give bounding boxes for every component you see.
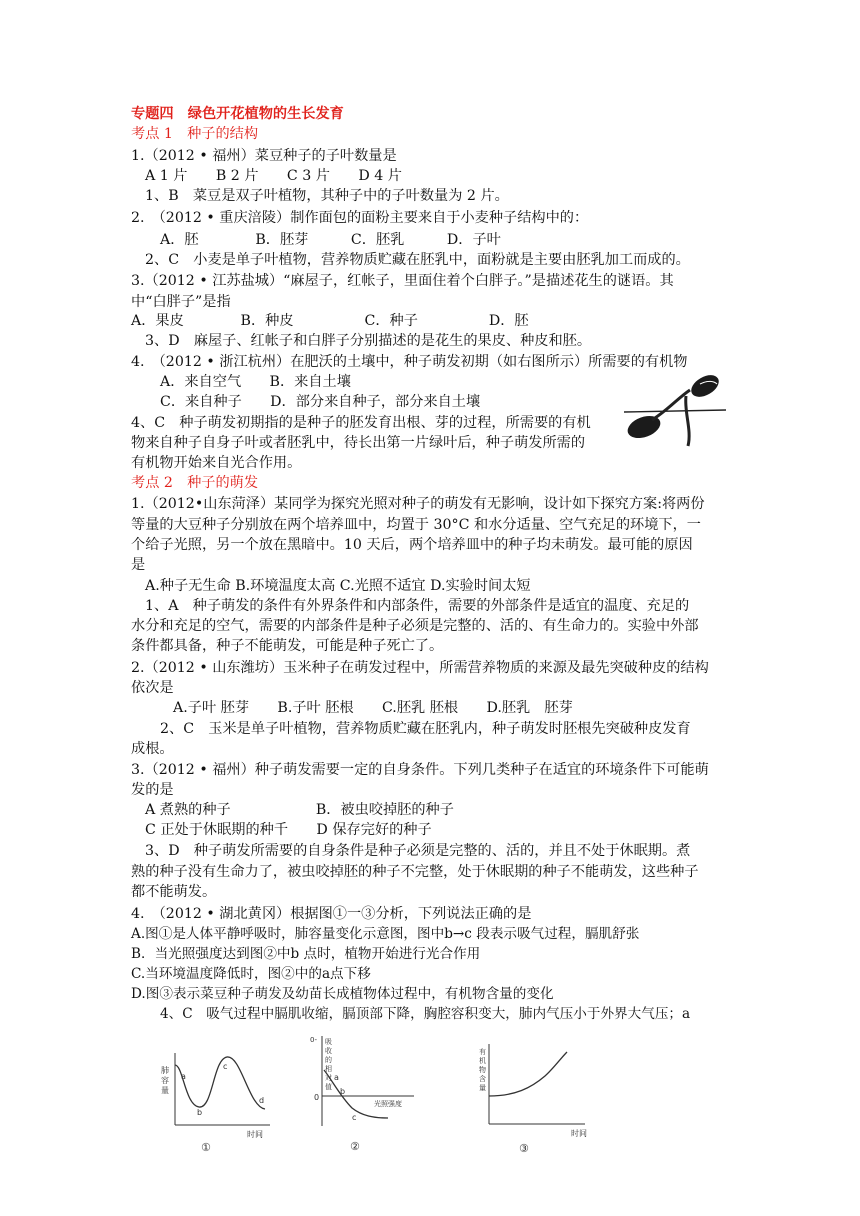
fig1-label-a: a	[181, 1072, 186, 1081]
q1-3-line2: 中“白胖子”是指	[131, 294, 231, 310]
fig2-xlabel: 光照强度	[374, 1100, 402, 1108]
fig2-ylabel-6: 值	[325, 1083, 332, 1091]
q2-3-line1: 3.（2012 • 福州）种子萌发需要一定的自身条件。下列几类种子在适宜的环境条件下可能萌	[131, 762, 709, 778]
a1-1: 1、B 菜豆是双子叶植物，其种子中的子叶数量为 2 片。	[145, 188, 509, 204]
q2-4-option-a: A.图①是人体平静呼吸时，肺容量变化示意图，图中b→c 段表示吸气过程，膈肌舒张	[131, 926, 640, 942]
fig1-ylabel-1: 肺	[161, 1066, 169, 1075]
q1-2: 2. （2012 • 重庆涪陵）制作面包的面粉主要来自于小麦种子结构中的：	[131, 210, 589, 226]
a2-4-line1: 4、C 吸气过程中膈肌收缩，膈顶部下降，胸腔容积变大，肺内气压小于外界大气压；a	[160, 1006, 691, 1022]
fig3-caption: ③	[519, 1142, 529, 1155]
a1-3: 3、D 麻屋子、红帐子和白胖子分别描述的是花生的果皮、种皮和胚。	[145, 333, 592, 349]
fig2-origin: 0	[314, 1093, 320, 1102]
fig1-label-c: c	[223, 1062, 228, 1071]
q1-4: 4. （2012 • 浙江杭州）在肥沃的土壤中，种子萌发初期（如右图所示）所需要的有机物	[131, 354, 688, 370]
fig3-xlabel: 时间	[571, 1129, 587, 1138]
q1-4-options-ab: A．来自空气 B．来自土壤	[160, 374, 351, 390]
section-heading-1: 考点 1 种子的结构	[131, 126, 259, 142]
q1-1-options: A 1 片 B 2 片 C 3 片 D 4 片	[145, 168, 402, 184]
q2-1-line3: 个给子光照，另一个放在黑暗中。10 天后，两个培养皿中的种子均未萌发。最可能的原因	[131, 537, 693, 553]
fig2-label-c: c	[352, 1113, 357, 1122]
fig1-xlabel: 时间	[247, 1130, 263, 1139]
fig2-ylabel-5: 对	[325, 1074, 332, 1082]
fig2-top-tick: 0-	[310, 1036, 317, 1044]
figure-3-organic-matter	[475, 1038, 595, 1156]
q1-1: 1.（2012 • 福州）菜豆种子的子叶数量是	[131, 148, 397, 164]
a1-4-line3: 有机物开始来自光合作用。	[131, 455, 302, 471]
a1-2: 2、C 小麦是单子叶植物，营养物质贮藏在胚乳中，面粉就是主要由胚乳加工而成的。	[145, 252, 690, 268]
a1-4-line2: 物来自种子自身子叶或者胚乳中，待长出第一片绿叶后，种子萌发所需的	[131, 435, 586, 451]
a2-3-line1: 3、D 种子萌发所需要的自身条件是种子必须是完整的、活的，并且不处于休眠期。煮	[145, 843, 691, 859]
q2-4-option-d: D.图③表示菜豆种子萌发及幼苗长成植物体过程中，有机物含量的变化	[131, 986, 554, 1002]
a2-1-line2: 水分和充足的空气，需要的内部条件是种子必须是完整的、活的、有生命力的。实验中外部	[131, 618, 699, 634]
fig3-ylabel-4: 含	[479, 1075, 486, 1083]
a2-1-line3: 条件都具备，种子不能萌发，可能是种子死亡了。	[131, 638, 444, 654]
fig3-ylabel-1: 有	[479, 1048, 486, 1056]
fig3-ylabel-2: 机	[479, 1057, 486, 1065]
q2-1-line1: 1.（2012•山东菏泽）某同学为探究光照对种子的萌发有无影响，设计如下探究方案:将两份	[131, 496, 705, 512]
q1-2-options: A．胚 B．胚芽 C．胚乳 D．子叶	[160, 232, 501, 248]
fig2-ylabel-4: 相	[325, 1065, 332, 1073]
section-heading-2: 考点 2 种子的萌发	[131, 475, 259, 491]
q2-1-line4: 是	[131, 557, 146, 573]
fig1-label-b: b	[197, 1108, 203, 1117]
q2-2-options: A.子叶 胚芽 B.子叶 胚根 C.胚乳 胚根 D.胚乳 胚芽	[173, 700, 573, 716]
q2-2-line1: 2.（2012 • 山东潍坊）玉米种子在萌发过程中，所需营养物质的来源及最先突破种皮的结构	[131, 660, 709, 676]
fig1-ylabel-3: 量	[161, 1086, 169, 1095]
a2-2-line1: 2、C 玉米是单子叶植物，营养物质贮藏在胚乳内，种子萌发时胚根先突破种皮发育	[160, 721, 691, 737]
fig3-ylabel-5: 量	[479, 1084, 486, 1092]
q1-3-line1: 3.（2012 • 江苏盐城）“麻屋子，红帐子，里面住着个白胖子。”是描述花生的谜语。其	[131, 273, 674, 289]
q2-4-option-b: B．当光照强度达到图②中b 点时，植物开始进行光合作用	[131, 946, 481, 962]
a2-3-line2: 熟的种子没有生命力了，被虫咬掉胚的种子不完整，处于休眠期的种子不能萌发，这些种子	[131, 864, 699, 880]
germinating-seed-figure	[622, 372, 728, 448]
figure-2-light-intensity	[308, 1030, 418, 1155]
fig2-ylabel-3: 的	[325, 1056, 332, 1064]
q2-4-option-c: C.当环境温度降低时，图②中的a点下移	[131, 966, 371, 982]
fig2-ylabel-1: 吸	[325, 1038, 332, 1046]
fig2-label-a: a	[334, 1073, 339, 1082]
fig2-ylabel-2: 收	[325, 1047, 332, 1055]
fig1-ylabel-2: 容	[161, 1076, 169, 1085]
fig2-label-b: b	[340, 1087, 346, 1096]
page-title: 专题四 绿色开花植物的生长发育	[131, 106, 344, 122]
fig1-label-d: d	[259, 1096, 265, 1105]
q2-3-options-cd: C 正处于休眠期的种千 D 保存完好的种子	[145, 822, 432, 838]
q2-3-options-ab: A 煮熟的种子 B．被虫咬掉胚的种子	[145, 802, 454, 818]
a2-3-line3: 都不能萌发。	[131, 884, 217, 900]
q2-2-line2: 依次是	[131, 680, 174, 696]
q2-3-line2: 发的是	[131, 782, 174, 798]
q2-4: 4. （2012 • 湖北黄冈）根据图①一③分析，下列说法正确的是	[131, 906, 532, 922]
a2-1-line1: 1、A 种子萌发的条件有外界条件和内部条件，需要的外部条件是适宜的温度、充足的	[145, 598, 690, 614]
q1-3-options: A．果皮 B．种皮 C．种子 D．胚	[131, 313, 529, 329]
a2-2-line2: 成根。	[131, 741, 174, 757]
q1-4-options-cd: C．来自种子 D．部分来自种子，部分来自土壤	[160, 394, 481, 410]
fig1-caption: ①	[201, 1141, 211, 1154]
q2-1-line2: 等量的大豆种子分别放在两个培养皿中，均置于 30°C 和水分适量、空气充足的环境下，一	[131, 517, 701, 533]
q2-1-options: A.种子无生命 B.环境温度太高 C.光照不适宜 D.实验时间太短	[145, 578, 531, 594]
a1-4-line1: 4、C 种子萌发初期指的是种子的胚发育出根、芽的过程，所需要的有机	[131, 415, 591, 431]
figure-1-lung-volume	[155, 1045, 275, 1155]
fig3-ylabel-3: 物	[479, 1066, 486, 1074]
fig2-caption: ②	[350, 1140, 360, 1153]
